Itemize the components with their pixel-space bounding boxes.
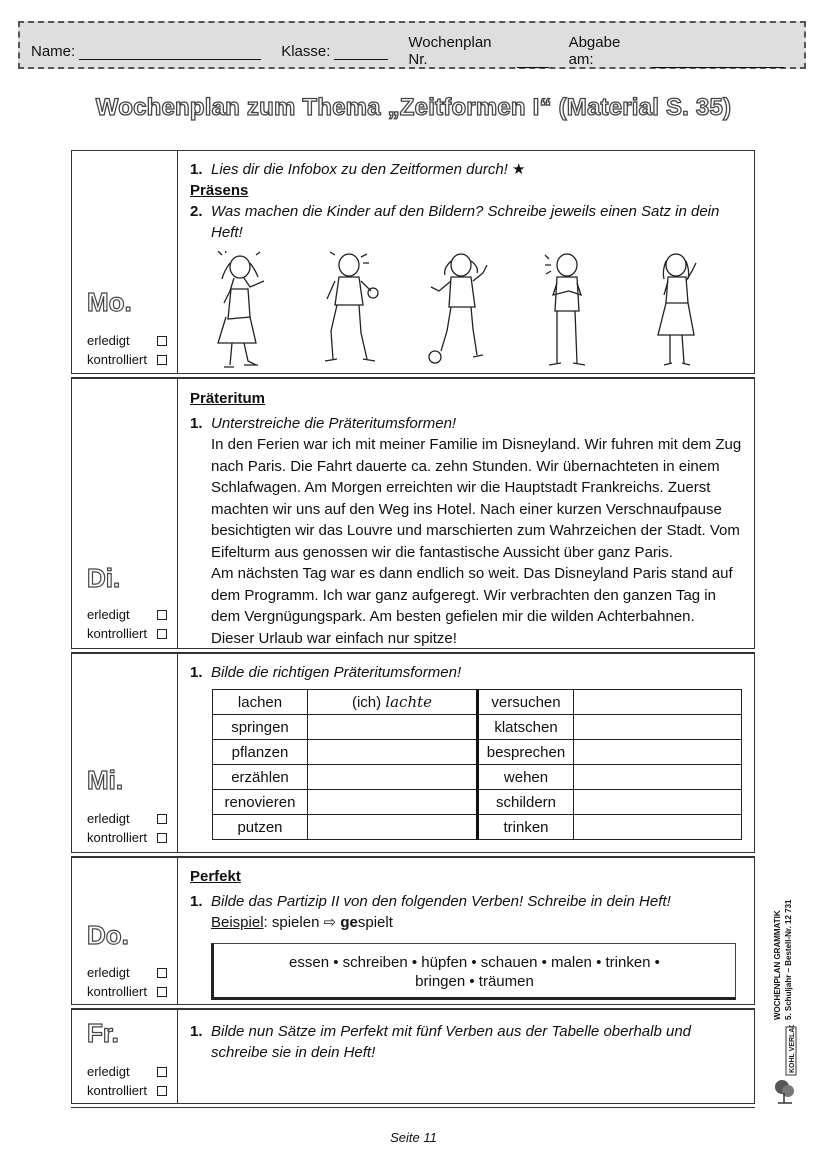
story-paragraph: Am nächsten Tag war es dann endlich so weit. Das Disneyland Paris stand auf dem Programm. Ich war ganz aufgeregt. Wir verbrachten den ganzen Tag in dem Vergnügungspark. Am besten gefielen mir die wilden Achterbahnen.	[211, 565, 733, 625]
day-row-monday	[71, 150, 755, 374]
star-icon: ★	[512, 161, 526, 178]
checked-checkbox[interactable]	[157, 987, 167, 997]
monday-content	[178, 151, 754, 373]
story-paragraph: Dieser Urlaub war einfach nur spitze!	[211, 629, 457, 647]
table-row	[213, 790, 742, 815]
verb-infinitive: pflanzen	[213, 740, 308, 765]
table-row	[213, 740, 742, 765]
section-heading: Perfekt	[190, 868, 241, 885]
verb-infinitive: schildern	[478, 790, 574, 815]
example-line: Beispiel: spielen ⇨ gespielt	[211, 914, 393, 931]
verb-infinitive: trinken	[478, 815, 574, 840]
answer-cell[interactable]	[574, 815, 742, 840]
checked-checkbox[interactable]	[157, 629, 167, 639]
section-heading: Präsens	[190, 182, 249, 199]
day-cell-thursday	[72, 858, 178, 1004]
day-row-tuesday	[71, 378, 755, 649]
done-checkbox[interactable]	[157, 336, 167, 346]
answer-cell[interactable]	[308, 815, 478, 840]
boy-clapping-illustration	[529, 251, 609, 371]
task: 1. Unterstreiche die Präteritumsformen!	[190, 415, 457, 432]
day-row-friday	[71, 1009, 755, 1104]
day-cell-friday	[72, 1010, 178, 1103]
table-row	[213, 765, 742, 790]
verb-infinitive: besprechen	[478, 740, 574, 765]
due-date-field[interactable]: Abgabe am:	[569, 22, 784, 68]
answer-cell[interactable]	[308, 690, 478, 715]
section-heading: Präteritum	[190, 390, 266, 407]
answer-cell[interactable]	[308, 715, 478, 740]
task: 2. Was machen die Kinder auf den Bildern? Schreibe jeweils einen Satz in dein Heft!	[190, 203, 720, 241]
status-checklist: erledigt kontrolliert	[87, 1062, 167, 1100]
task: 1. Bilde das Partizip II von den folgenden Verben! Schreibe in dein Heft!	[190, 893, 671, 910]
plan-number-field[interactable]: Wochenplan Nr.	[408, 22, 548, 68]
verb-infinitive: lachen	[213, 690, 308, 715]
name-field[interactable]: Name:	[31, 31, 261, 60]
task: 1. Bilde nun Sätze im Perfekt mit fünf Verben aus der Tabelle oberhalb und schreibe sie in dein Heft!	[190, 1023, 692, 1061]
verb-infinitive: versuchen	[478, 690, 574, 715]
verb-infinitive: springen	[213, 715, 308, 740]
page-number: Seite 11	[390, 1130, 437, 1145]
thursday-content	[178, 858, 754, 1004]
girl-shouting-illustration	[204, 251, 284, 371]
verb-infinitive: putzen	[213, 815, 308, 840]
answer-cell[interactable]	[308, 765, 478, 790]
status-checklist: erledigt kontrolliert	[87, 331, 167, 369]
student-info-header	[18, 21, 806, 69]
series-info-vertical: WOCHENPLAN GRAMMATIK 5. Schuljahr – Bestell-Nr. 12 731	[773, 899, 793, 1020]
done-checkbox[interactable]	[157, 1067, 167, 1077]
checked-checkbox[interactable]	[157, 1086, 167, 1096]
status-checklist: erledigt kontrolliert	[87, 963, 167, 1001]
example-prefix: (ich)	[351, 693, 382, 711]
status-checklist: erledigt kontrolliert	[87, 809, 167, 847]
class-field[interactable]: Klasse:	[281, 31, 388, 60]
day-label: Mo.	[87, 287, 132, 317]
children-illustrations	[190, 251, 742, 371]
task: 1. Bilde die richtigen Präteritumsformen!	[190, 664, 462, 681]
day-label: Di.	[87, 563, 121, 593]
arrow-icon: ⇨	[323, 914, 337, 931]
story-paragraph: In den Ferien war ich mit meiner Familie im Disneyland. Wir fuhren mit dem Zug nach Paris. Die Fahrt dauerte ca. zehn Stunden. Wir übernachteten in einem Schlafwagen. Am Morgen erreichten wir die Hauptstadt Frankreichs. Zuerst machten wir uns auf den Weg ins Hotel. Nach einer kurzen Verschnaufpause besichtigten wir das Louvre und marschierten zum Wahrzeichen der Stadt. Vom Eifelturm aus genossen wir die fantastische Aussicht über ganz Paris.	[211, 436, 742, 561]
example-answer: lachte	[385, 692, 433, 711]
answer-cell[interactable]	[308, 790, 478, 815]
day-row-wednesday	[71, 653, 755, 853]
verb-table	[212, 689, 742, 840]
answer-cell[interactable]	[574, 765, 742, 790]
checked-checkbox[interactable]	[157, 833, 167, 843]
page-title: Wochenplan zum Thema „Zeitformen I“ (Material S. 35)	[95, 94, 732, 121]
verb-infinitive: wehen	[478, 765, 574, 790]
answer-cell[interactable]	[574, 690, 742, 715]
day-row-thursday	[71, 857, 755, 1005]
day-label: Do.	[87, 920, 129, 950]
answer-cell[interactable]	[574, 740, 742, 765]
checked-checkbox[interactable]	[157, 355, 167, 365]
table-row	[213, 815, 742, 840]
tuesday-content	[178, 379, 754, 648]
task: 1. Lies dir die Infobox zu den Zeitformen durch! ★	[190, 161, 526, 178]
table-row	[213, 715, 742, 740]
girl-playing-football-illustration	[421, 251, 501, 371]
story-text	[190, 434, 742, 649]
done-checkbox[interactable]	[157, 968, 167, 978]
day-cell-wednesday	[72, 654, 178, 852]
done-checkbox[interactable]	[157, 814, 167, 824]
verb-infinitive: klatschen	[478, 715, 574, 740]
wednesday-content	[178, 654, 754, 852]
day-label: Fr.	[87, 1018, 119, 1048]
done-checkbox[interactable]	[157, 610, 167, 620]
publisher-logo	[770, 1025, 804, 1105]
friday-content	[178, 1010, 754, 1103]
table-row	[213, 690, 742, 715]
verb-infinitive: renovieren	[213, 790, 308, 815]
answer-cell[interactable]	[574, 790, 742, 815]
day-label: Mi.	[87, 765, 124, 795]
day-cell-tuesday	[72, 379, 178, 648]
boy-headache-illustration	[313, 251, 393, 371]
girl-waving-illustration	[638, 251, 718, 371]
verb-list-box: essen • schreiben • hüpfen • schauen • malen • trinken • bringen • träumen	[211, 943, 736, 1000]
verb-infinitive: erzählen	[213, 765, 308, 790]
status-checklist: erledigt kontrolliert	[87, 605, 167, 643]
answer-cell[interactable]	[308, 740, 478, 765]
publisher-name: KOHL VERLAG	[789, 1025, 796, 1073]
day-cell-monday	[72, 151, 178, 373]
answer-cell[interactable]	[574, 715, 742, 740]
